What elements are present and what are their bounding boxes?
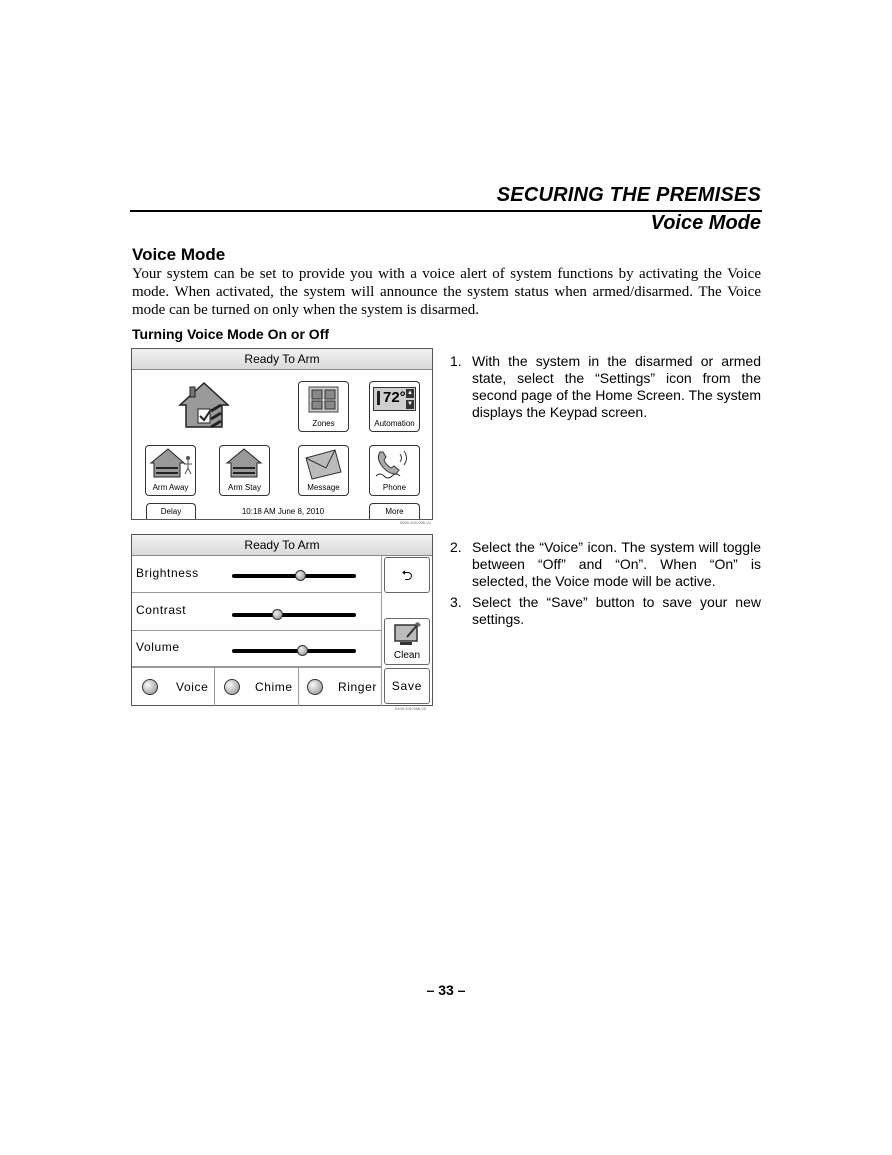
volume-slider[interactable] (232, 649, 356, 653)
thermometer-glyph (377, 391, 380, 405)
page-number: – 33 – (426, 982, 466, 998)
zones-icon (299, 382, 348, 416)
chime-radio[interactable] (224, 679, 240, 695)
step-2 (450, 539, 761, 590)
arm-stay-icon (220, 446, 269, 480)
phone-tile[interactable] (369, 445, 420, 496)
message-tile[interactable] (298, 445, 349, 496)
arm-away-tile[interactable] (145, 445, 196, 496)
intro-paragraph: Your system can be set to provide you with a voice alert of system functions by activating the Voice mode. When activated, the system will announce the system status when armed/disarmed. The Voice mode can be turned on only when the system is disarmed. (132, 266, 761, 318)
chapter-title: SECURING THE PREMISES (496, 184, 761, 206)
automation-tile[interactable] (369, 381, 420, 432)
step-1 (450, 353, 761, 421)
volume-label: Volume (136, 640, 180, 654)
ringer-radio[interactable] (307, 679, 323, 695)
voice-radio[interactable] (142, 679, 158, 695)
arm-stay-label: Arm Stay (228, 483, 261, 492)
envelope-icon (299, 446, 348, 480)
save-label: Save (391, 679, 423, 693)
section-subtitle: Voice Mode (650, 212, 761, 234)
step-number: 1. (450, 353, 462, 369)
back-button[interactable] (384, 557, 430, 593)
back-arrow-icon: ⮌ (401, 567, 413, 583)
contrast-knob[interactable] (272, 609, 283, 620)
status-bar: Ready To Arm (132, 535, 432, 556)
figure-code-2: 5100-100-088-V0 (395, 706, 427, 711)
subheading: Turning Voice Mode On or Off (132, 326, 330, 342)
date-time: 10:18 AM June 8, 2010 (241, 507, 325, 516)
status-bar: Ready To Arm (132, 349, 432, 370)
ringer-label: Ringer (338, 680, 377, 694)
contrast-label: Contrast (136, 603, 187, 617)
contrast-row (132, 593, 381, 631)
phone-icon (370, 446, 419, 480)
ringer-option[interactable] (298, 668, 381, 706)
contrast-slider[interactable] (232, 613, 356, 617)
settings-screen-panel (131, 534, 433, 706)
chime-label: Chime (255, 680, 293, 694)
temp-up-arrow: ▲ (407, 390, 413, 396)
thermostat-icon (373, 387, 416, 411)
automation-label: Automation (374, 419, 415, 428)
clean-label: Clean (393, 650, 421, 661)
step-text: With the system in the disarmed or armed state, select the “Settings” icon from the second page of the Home Screen. The system displays the Keypad screen. (472, 353, 761, 420)
figure-code-1: 5000-100-006-V1 (400, 520, 432, 525)
brightness-knob[interactable] (295, 570, 306, 581)
clean-screen-icon (391, 621, 423, 649)
brightness-label: Brightness (136, 566, 199, 580)
house-status-icon[interactable] (178, 381, 230, 429)
temperature-readout: 72° (383, 389, 406, 406)
message-label: Message (307, 483, 340, 492)
temp-down-arrow: ▼ (407, 401, 413, 407)
home-screen-panel (131, 348, 433, 520)
step-text: Select the “Save” button to save your new settings. (472, 594, 761, 627)
voice-label: Voice (176, 680, 209, 694)
chime-option[interactable] (214, 668, 299, 706)
phone-label: Phone (382, 483, 407, 492)
more-tab[interactable]: More (369, 503, 420, 519)
button-column-divider (381, 556, 382, 706)
arm-away-icon (146, 446, 195, 480)
step-3 (450, 594, 761, 628)
voice-option[interactable] (132, 668, 215, 706)
brightness-slider[interactable] (232, 574, 356, 578)
volume-knob[interactable] (297, 645, 308, 656)
options-row (132, 667, 381, 706)
save-button[interactable] (384, 668, 430, 704)
step-number: 2. (450, 539, 462, 555)
step-number: 3. (450, 594, 462, 610)
zones-tile[interactable] (298, 381, 349, 432)
volume-row (132, 631, 381, 667)
section-heading: Voice Mode (132, 245, 226, 264)
step-text: Select the “Voice” icon. The system will toggle between “Off” and “On”. When “On” is selected, the Voice mode will be active. (472, 539, 761, 589)
brightness-row (132, 556, 381, 593)
clean-button[interactable] (384, 618, 430, 665)
arm-stay-tile[interactable] (219, 445, 270, 496)
zones-label: Zones (312, 419, 335, 428)
delay-tab[interactable]: Delay (146, 503, 196, 519)
arm-away-label: Arm Away (152, 483, 189, 492)
